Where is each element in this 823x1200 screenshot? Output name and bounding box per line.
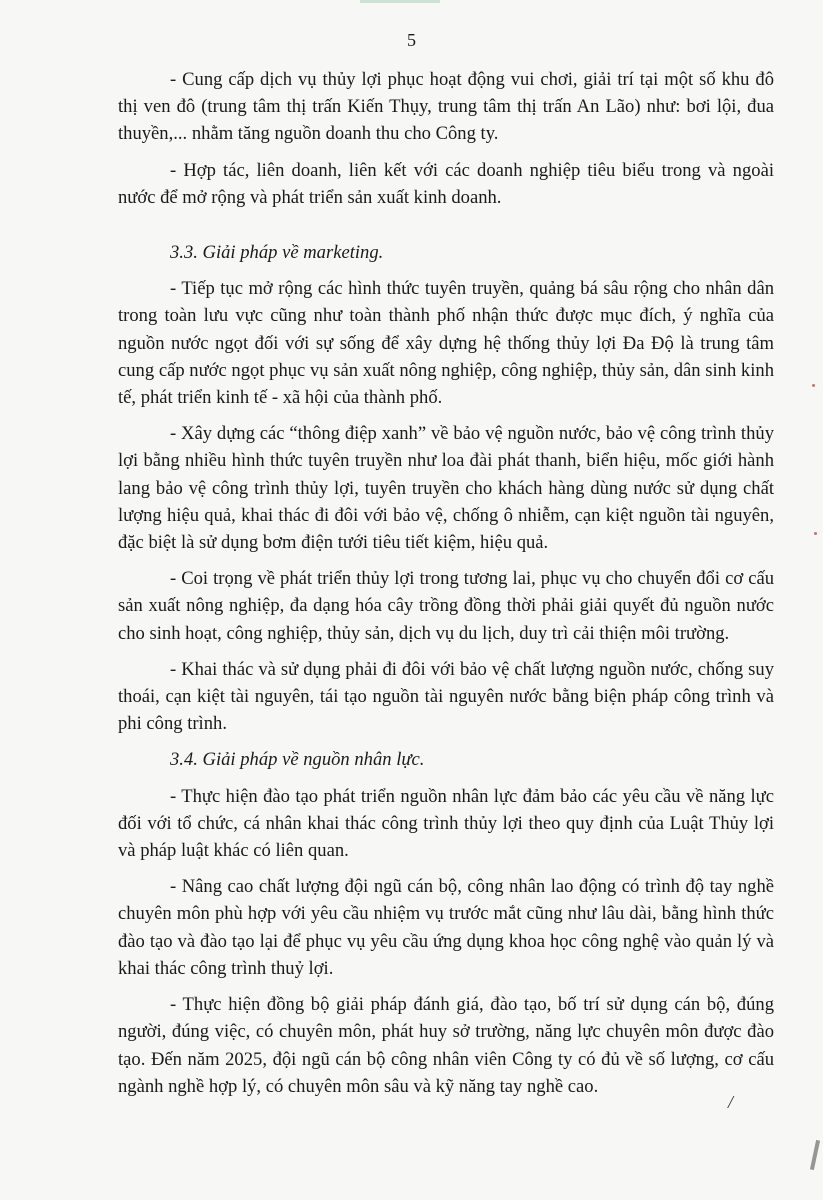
paragraph-hr-evaluation: - Thực hiện đồng bộ giải pháp đánh giá, đào tạo, bố trí sử dụng cán bộ, đúng người, đúng việc, có chuyên môn, phát huy sở trường, năng lực chuyên môn được đào tạo. Đến năm 2025, đội ngũ cán bộ công nhân viên Công ty có đủ về số lượng, cơ cấu ngành nghề hợp lý, có chuyên môn sâu và kỹ năng tay nghề cao. [118, 994, 774, 1097]
scan-speck [814, 532, 817, 535]
scan-top-edge [360, 0, 440, 3]
paragraph-hr-quality: - Nâng cao chất lượng đội ngũ cán bộ, công nhân lao động có trình độ tay nghề chuyên môn phù hợp với yêu cầu nhiệm vụ trước mắt cũng như lâu dài, bằng hình thức đào tạo và đào tạo lại để phục vụ yêu cầu ứng dụng khoa học công nghệ vào quản lý và khai thác công trình thuỷ lợi. [118, 876, 774, 979]
document-body [118, 66, 774, 1109]
paragraph-marketing-green-message: - Xây dựng các “thông điệp xanh” về bảo vệ nguồn nước, bảo vệ công trình thủy lợi bằng nhiều hình thức tuyên truyền như loa đài phát thanh, biển hiệu, mốc giới hành lang bảo vệ công trình thủy lợi, tuyên truyền cho khách hàng dùng nước sử dụng chất lượng hiệu quả, khai thác đi đôi với bảo vệ, chống ô nhiễm, cạn kiệt nguồn tài nguyên, đặc biệt là sử dụng bơm điện tưới tiêu tiết kiệm, hiệu quả. [118, 423, 774, 554]
paragraph-recreation-services: - Cung cấp dịch vụ thủy lợi phục hoạt động vui chơi, giải trí tại một số khu đô thị ven đô (trung tâm thị trấn Kiến Thụy, trung tâm thị trấn An Lão) như: bơi lội, đua thuyền,... nhằm tăng nguồn doanh thu cho Công ty. [118, 69, 774, 145]
paragraph-cooperation: - Hợp tác, liên doanh, liên kết với các doanh nghiệp tiêu biểu trong và ngoài nước để mở rộng và phát triển sản xuất kinh doanh. [118, 159, 774, 208]
scan-speck [812, 384, 815, 387]
paragraph-marketing-protection: - Khai thác và sử dụng phải đi đôi với bảo vệ chất lượng nguồn nước, chống suy thoái, cạn kiệt tài nguyên, tái tạo nguồn tài nguyên nước bằng biện pháp công trình và phi công trình. [118, 658, 774, 735]
handwritten-tick-mark: / [728, 1092, 734, 1112]
paragraph-marketing-propaganda: - Tiếp tục mở rộng các hình thức tuyên truyền, quảng bá sâu rộng cho nhân dân trong toàn lưu vực cũng như toàn thành phố nhận thức được mục đích, ý nghĩa của nguồn nước ngọt đối với sự sống để xây dựng hệ thống thủy lợi Đa Độ là trung tâm cung cấp nước ngọt phục vụ sản xuất nông nghiệp, công nghiệp, thủy sản, dân sinh kinh tế, phát triển kinh tế - xã hội của thành phố. [118, 278, 774, 409]
paragraph-hr-training: - Thực hiện đào tạo phát triển nguồn nhân lực đảm bảo các yêu cầu về năng lực đối với tổ chức, cá nhân khai thác công trình thủy lợi theo quy định của Luật Thủy lợi và pháp luật khác có liên quan. [118, 785, 774, 862]
section-heading-marketing: 3.3. Giải pháp về marketing. [170, 242, 384, 264]
scan-edge-mark [810, 1140, 820, 1170]
page-number: 5 [407, 30, 416, 50]
section-heading-human-resources: 3.4. Giải pháp về nguồn nhân lực. [170, 749, 425, 771]
paragraph-marketing-development: - Coi trọng về phát triển thủy lợi trong tương lai, phục vụ cho chuyển đổi cơ cấu sản xuất nông nghiệp, đa dạng hóa cây trồng đồng thời phải giải quyết đủ nguồn nước cho sinh hoạt, công nghiệp, thủy sản, dịch vụ du lịch, duy trì cải thiện môi trường. [118, 568, 774, 644]
